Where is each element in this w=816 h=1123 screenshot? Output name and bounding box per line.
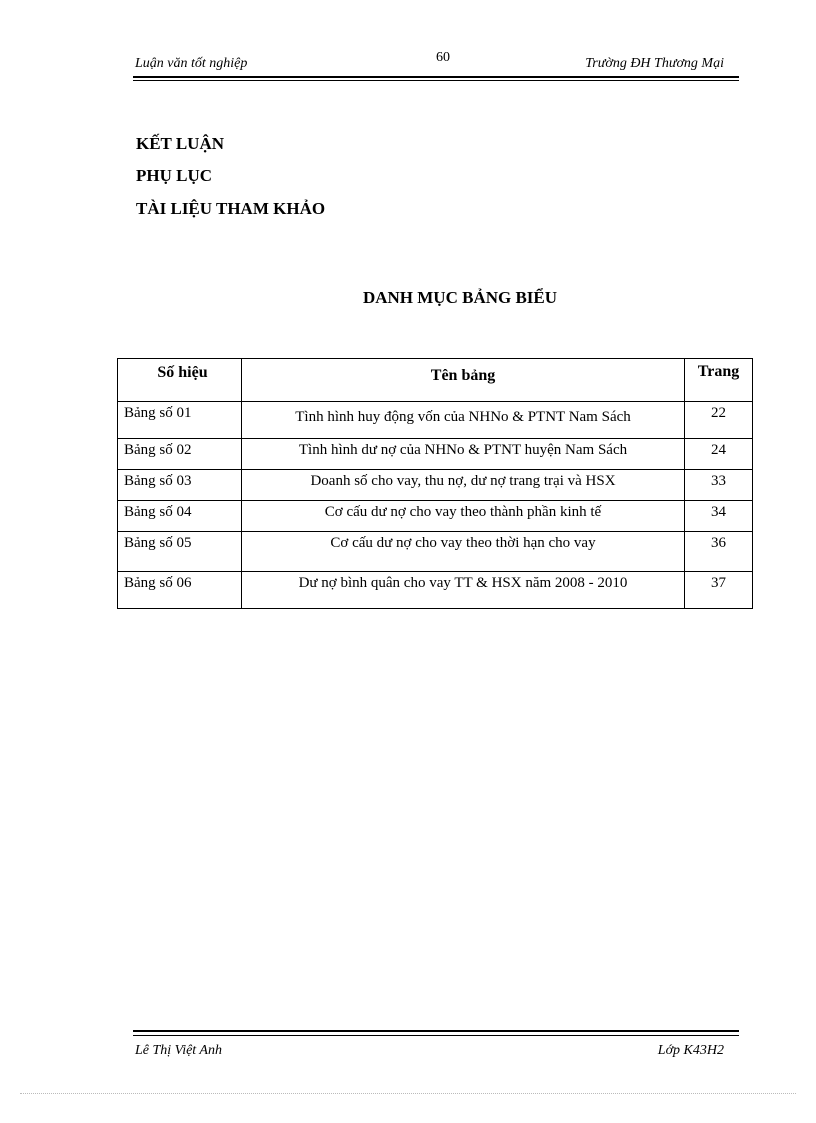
table-row — [118, 470, 753, 501]
cell-page: 36 — [685, 532, 753, 572]
heading-conclusion: KẾT LUẬN — [136, 134, 225, 153]
column-header-name: Tên bảng — [242, 359, 685, 402]
cell-id: Bảng số 01 — [118, 402, 242, 439]
cell-page: 37 — [685, 572, 753, 609]
header-rule-thick — [133, 76, 739, 78]
heading-appendix: PHỤ LỤC — [136, 166, 213, 185]
footer-rule-thick — [133, 1030, 739, 1032]
header-thesis-label: Luận văn tốt nghiệp — [135, 56, 248, 71]
footer-rule-thin — [133, 1035, 739, 1036]
cell-id: Bảng số 05 — [118, 532, 242, 572]
cell-page: 34 — [685, 501, 753, 532]
header-university-label: Trường ĐH Thương Mại — [585, 56, 724, 71]
cell-id: Bảng số 04 — [118, 501, 242, 532]
cell-id: Bảng số 03 — [118, 470, 242, 501]
table-header-row — [118, 359, 753, 402]
table-row — [118, 572, 753, 609]
footer-author: Lê Thị Việt Anh — [135, 1043, 222, 1058]
cell-page: 22 — [685, 402, 753, 439]
header-rule-thin — [133, 80, 739, 81]
cell-name: Tình hình dư nợ của NHNo & PTNT huyện Nam Sách — [242, 439, 685, 470]
cell-name: Tình hình huy động vốn của NHNo & PTNT Nam Sách — [242, 402, 685, 439]
column-header-id: Số hiệu — [118, 359, 242, 402]
page-number: 60 — [436, 50, 450, 65]
cell-id: Bảng số 06 — [118, 572, 242, 609]
table-row — [118, 532, 753, 572]
page-bottom-divider — [20, 1093, 796, 1094]
cell-page: 33 — [685, 470, 753, 501]
table-row — [118, 439, 753, 470]
table-list-title: DANH MỤC BẢNG BIỂU — [362, 288, 558, 307]
table-of-tables — [117, 358, 753, 609]
column-header-page: Trang — [685, 359, 753, 402]
cell-id: Bảng số 02 — [118, 439, 242, 470]
heading-references: TÀI LIỆU THAM KHẢO — [136, 199, 326, 218]
table-row — [118, 501, 753, 532]
footer-class: Lớp K43H2 — [657, 1043, 724, 1058]
cell-name: Cơ cấu dư nợ cho vay theo thành phần kinh tế — [242, 501, 685, 532]
cell-name: Dư nợ bình quân cho vay TT & HSX năm 2008 - 2010 — [242, 572, 685, 609]
cell-page: 24 — [685, 439, 753, 470]
cell-name: Cơ cấu dư nợ cho vay theo thời hạn cho vay — [242, 532, 685, 572]
cell-name: Doanh số cho vay, thu nợ, dư nợ trang trại và HSX — [242, 470, 685, 501]
table-row — [118, 402, 753, 439]
